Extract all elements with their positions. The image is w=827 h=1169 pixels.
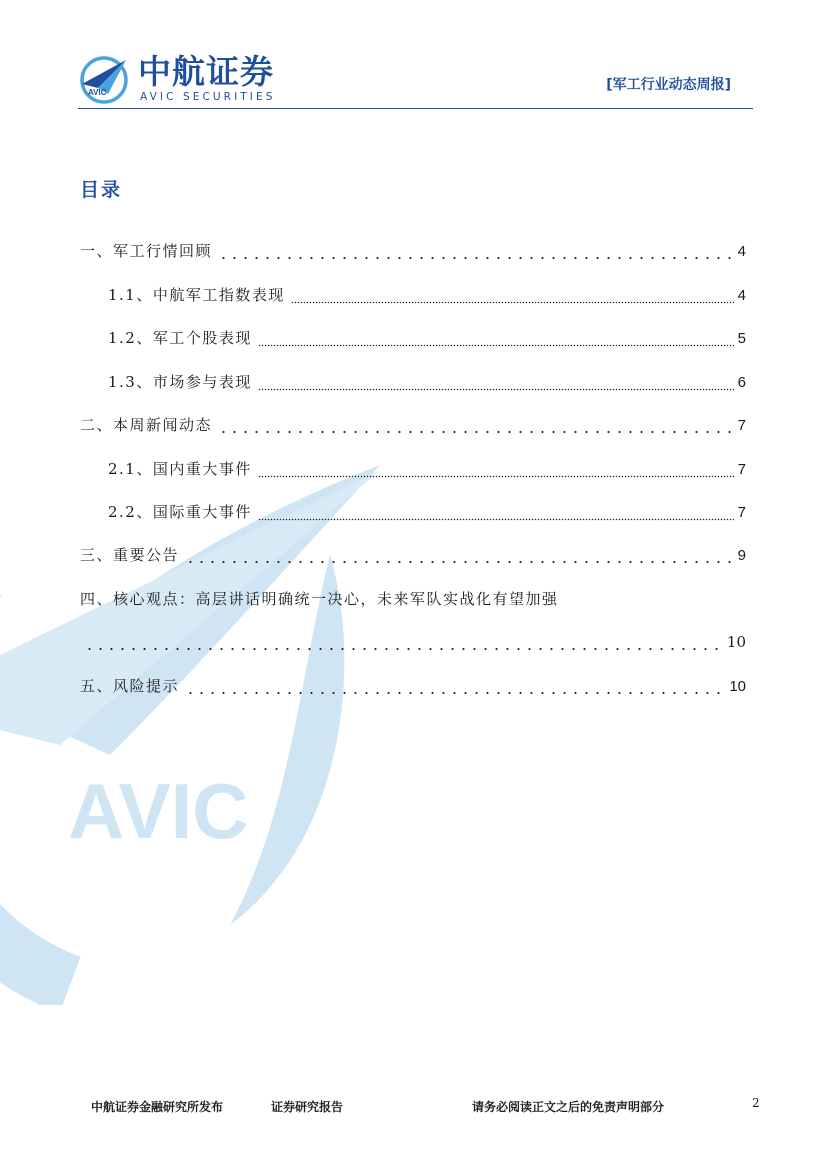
toc-dot-leader xyxy=(218,247,734,261)
toc-entry[interactable] xyxy=(108,372,746,392)
footer-disclaimer: 请务必阅读正文之后的免责声明部分 xyxy=(472,1100,665,1114)
toc-entry[interactable] xyxy=(108,328,746,348)
toc-entry[interactable] xyxy=(108,502,746,522)
page-number: 2 xyxy=(752,1096,760,1110)
toc-entry-label: 1.2、军工个股表现 xyxy=(108,329,252,347)
toc-entry-label: 1.3、市场参与表现 xyxy=(108,373,252,391)
toc-page-number: 10 xyxy=(729,678,746,695)
logo-chinese-name: 中航证券 xyxy=(138,52,274,91)
plane-logo-icon xyxy=(78,54,130,106)
toc-entry-label: 五、风险提示 xyxy=(80,677,180,695)
toc-page-number: 7 xyxy=(737,461,746,478)
toc-page-number: 7 xyxy=(737,504,746,521)
avic-watermark xyxy=(0,455,380,1005)
toc-entry-label: 2.2、国际重大事件 xyxy=(108,503,252,521)
toc-dot-leader xyxy=(258,378,734,392)
toc-entry-label: 2.1、国内重大事件 xyxy=(108,460,252,478)
toc-page-number: 6 xyxy=(737,374,746,391)
toc-dot-leader xyxy=(291,291,734,305)
toc-dot-leader xyxy=(258,465,734,479)
toc-page-number: 4 xyxy=(737,287,746,304)
watermark-text: AVIC xyxy=(68,767,249,855)
toc-entry-label: 二、本周新闻动态 xyxy=(80,416,213,434)
toc-page-number: 5 xyxy=(737,330,746,347)
toc-entry[interactable] xyxy=(108,459,746,479)
toc-entry-label: 三、重要公告 xyxy=(80,546,180,564)
toc-entry[interactable] xyxy=(80,241,746,261)
toc-entry[interactable] xyxy=(80,676,746,696)
header-divider xyxy=(78,108,753,109)
toc-dot-leader xyxy=(185,551,734,565)
footer-publisher: 中航证券金融研究所发布 xyxy=(91,1100,224,1114)
footer-report-type: 证券研究报告 xyxy=(271,1100,344,1114)
toc-page-number: 9 xyxy=(737,547,746,564)
toc-entry[interactable] xyxy=(80,589,746,609)
toc-entry[interactable] xyxy=(80,415,746,435)
toc-dot-leader xyxy=(258,508,734,522)
report-category-tag: [军工行业动态周报] xyxy=(606,77,731,93)
toc-dot-leader xyxy=(258,334,734,348)
logo-english-name: AVIC SECURITIES xyxy=(140,91,276,103)
toc-dot-leader xyxy=(218,421,734,435)
toc-entry-label: 1.1、中航军工指数表现 xyxy=(108,286,285,304)
toc-page-number: 4 xyxy=(737,243,746,260)
company-logo xyxy=(78,50,318,106)
toc-title: 目录 xyxy=(80,179,123,201)
toc-entry-continuation[interactable] xyxy=(84,632,746,652)
toc-dot-leader xyxy=(84,638,723,652)
toc-dot-leader xyxy=(185,682,725,696)
toc-entry[interactable] xyxy=(108,285,746,305)
toc-page-number: 10 xyxy=(726,633,746,651)
toc-entry-label: 一、军工行情回顾 xyxy=(80,242,213,260)
toc-entry-label: 四、核心观点：高层讲话明确统一决心，未来军队实战化有望加强 xyxy=(80,590,559,608)
toc-page-number: 7 xyxy=(737,417,746,434)
svg-text:AVIC: AVIC xyxy=(88,88,107,97)
toc-entry[interactable] xyxy=(80,545,746,565)
